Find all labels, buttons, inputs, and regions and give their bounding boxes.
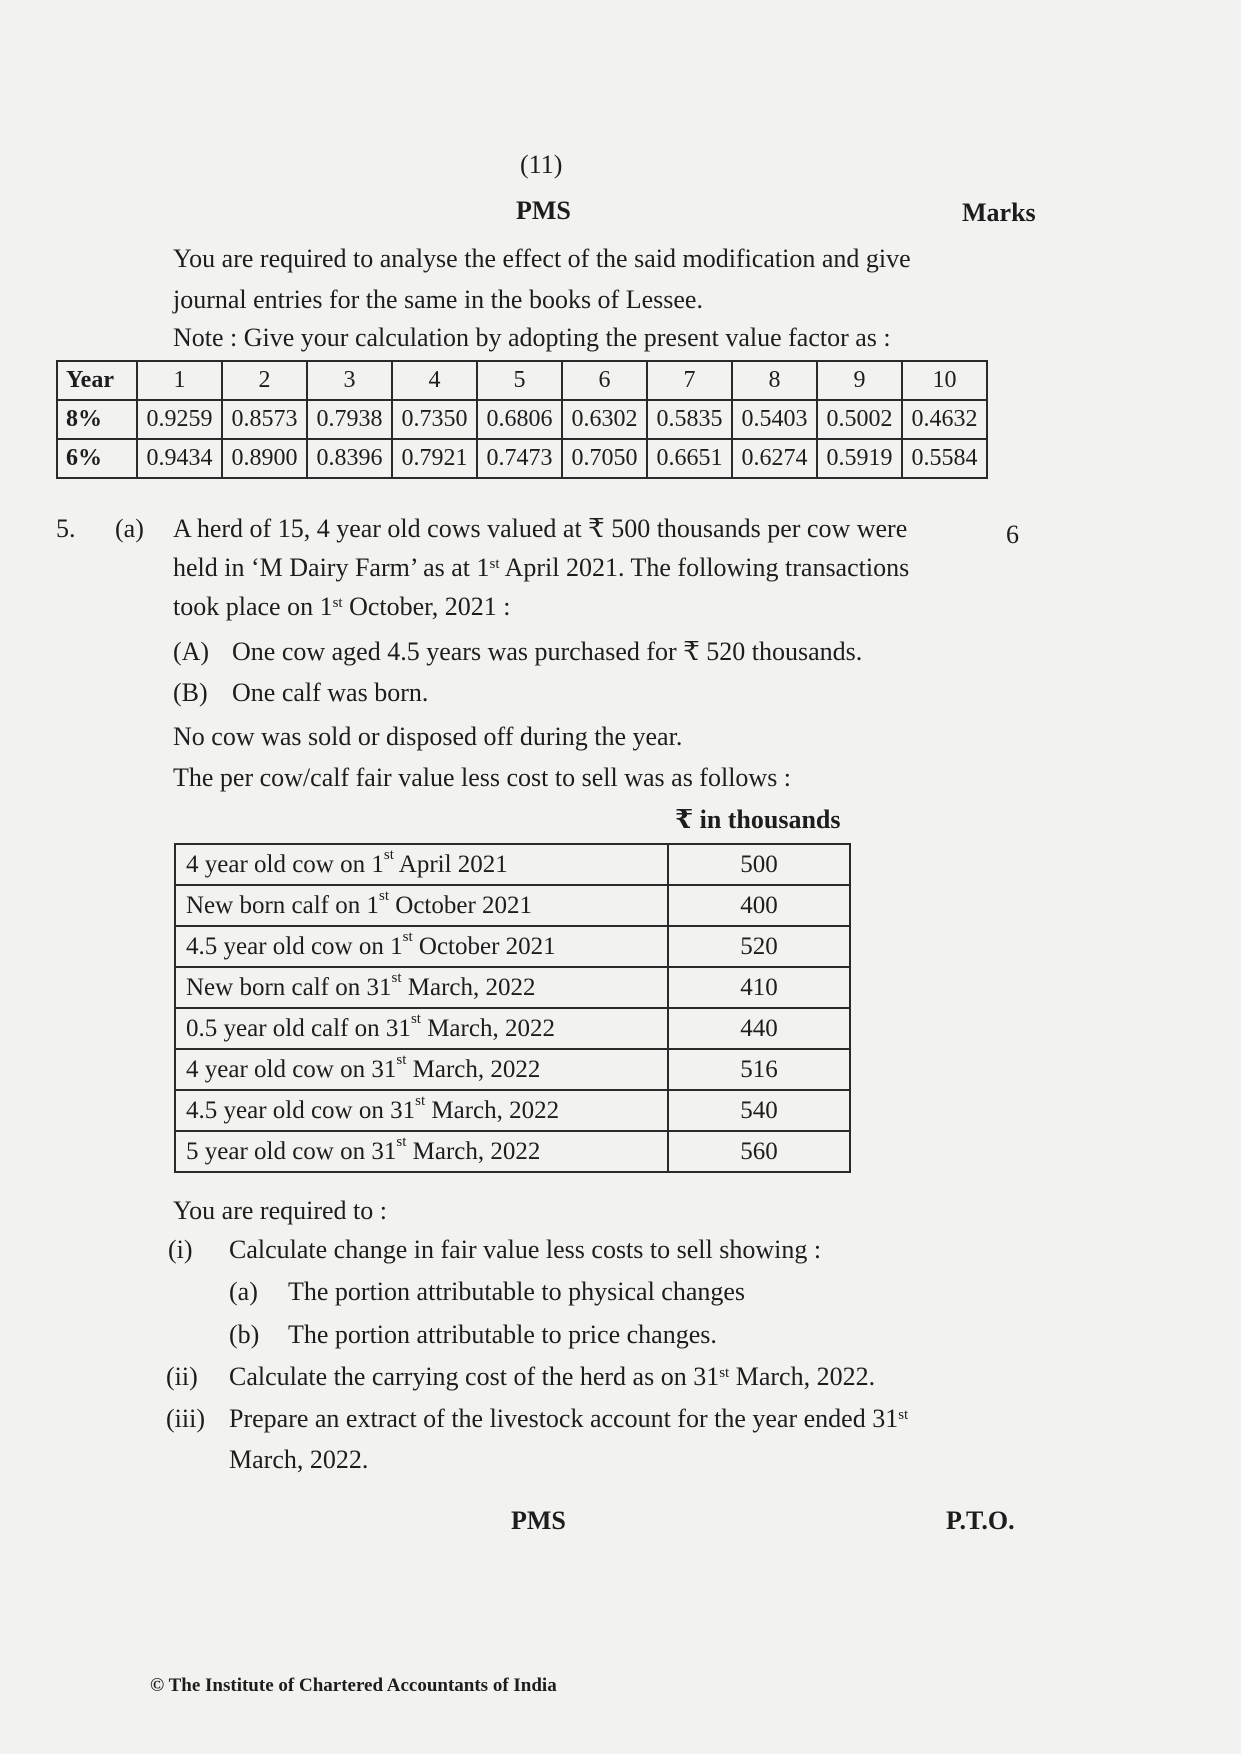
pv-cell: 0.4632 (902, 400, 987, 439)
table-row (175, 1008, 850, 1049)
fv-description: 4.5 year old cow on 1st October 2021 (175, 926, 668, 967)
pv-cell: 0.8396 (307, 439, 392, 478)
fv-value: 516 (668, 1049, 850, 1090)
pv-rate-cell: 8% (57, 400, 137, 439)
fv-description: 0.5 year old calf on 31st March, 2022 (175, 1008, 668, 1049)
item-a-text: One cow aged 4.5 years was purchased for ₹ 520 thousands. (232, 637, 863, 666)
fv-description: 4 year old cow on 31st March, 2022 (175, 1049, 668, 1090)
pv-cell: 0.9434 (137, 439, 222, 478)
item-b-label: (B) (173, 678, 208, 707)
req-i-b-label: (b) (229, 1320, 260, 1349)
req-iii-text-cont: March, 2022. (229, 1445, 369, 1474)
intro-note: Note : Give your calculation by adopting the present value factor as : (173, 323, 891, 352)
pv-cell: 0.6651 (647, 439, 732, 478)
fv-description: New born calf on 31st March, 2022 (175, 967, 668, 1008)
fair-value-table (174, 843, 851, 1173)
item-a-label: (A) (173, 637, 210, 666)
question-part: (a) (115, 514, 144, 543)
intro-line-1: You are required to analyse the effect of the said modification and give (173, 244, 911, 273)
pv-header-cell: 2 (222, 361, 307, 400)
pv-header-cell: 8 (732, 361, 817, 400)
item-b-text: One calf was born. (232, 678, 429, 707)
footer-paper-code: PMS (511, 1506, 566, 1535)
fv-value: 400 (668, 885, 850, 926)
question-line-3: took place on 1st October, 2021 : (173, 592, 511, 621)
fv-value: 500 (668, 844, 850, 885)
paper-code: PMS (516, 196, 571, 225)
marks-heading: Marks (962, 198, 1036, 227)
pv-cell: 0.5835 (647, 400, 732, 439)
fv-value: 540 (668, 1090, 850, 1131)
pv-row-6pct (57, 439, 987, 478)
intro-line-2: journal entries for the same in the books of Lessee. (173, 285, 703, 314)
pv-cell: 0.8573 (222, 400, 307, 439)
fv-value: 560 (668, 1131, 850, 1172)
pv-header-cell: 6 (562, 361, 647, 400)
req-i-text: Calculate change in fair value less costs to sell showing : (229, 1235, 822, 1264)
req-i-a-text: The portion attributable to physical changes (288, 1277, 746, 1306)
pv-factor-table (56, 360, 988, 479)
pv-cell: 0.7921 (392, 439, 477, 478)
pv-header-cell: 3 (307, 361, 392, 400)
no-sale-note: No cow was sold or disposed off during the year. (173, 722, 683, 751)
table-row (175, 967, 850, 1008)
table-row (175, 885, 850, 926)
fv-description: 5 year old cow on 31st March, 2022 (175, 1131, 668, 1172)
fv-description: 4.5 year old cow on 31st March, 2022 (175, 1090, 668, 1131)
question-line-2: held in ‘M Dairy Farm’ as at 1st April 2021. The following transactions (173, 553, 910, 582)
fv-description: New born calf on 1st October 2021 (175, 885, 668, 926)
pv-cell: 0.6274 (732, 439, 817, 478)
pv-header-cell: 10 (902, 361, 987, 400)
pv-cell: 0.9259 (137, 400, 222, 439)
question-line-1: A herd of 15, 4 year old cows valued at ₹ 500 thousands per cow were (173, 514, 908, 543)
pv-cell: 0.5919 (817, 439, 902, 478)
req-ii-text: Calculate the carrying cost of the herd as on 31st March, 2022. (229, 1362, 876, 1391)
pv-header-cell: 5 (477, 361, 562, 400)
table-row (175, 926, 850, 967)
unit-label: ₹ in thousands (675, 805, 841, 834)
copyright-notice: © The Institute of Chartered Accountants of India (150, 1675, 557, 1696)
table-row (175, 1131, 850, 1172)
pv-cell: 0.5002 (817, 400, 902, 439)
pv-cell: 0.7473 (477, 439, 562, 478)
pv-cell: 0.7050 (562, 439, 647, 478)
requirements-intro: You are required to : (173, 1196, 387, 1225)
req-i-b-text: The portion attributable to price changes. (288, 1320, 717, 1349)
fv-value: 440 (668, 1008, 850, 1049)
fv-value: 520 (668, 926, 850, 967)
pto-label: P.T.O. (946, 1506, 1015, 1535)
pv-cell: 0.6806 (477, 400, 562, 439)
pv-header-cell: 4 (392, 361, 477, 400)
question-number: 5. (56, 514, 76, 543)
pv-row-8pct (57, 400, 987, 439)
pv-header-row (57, 361, 987, 400)
table-row (175, 844, 850, 885)
question-marks: 6 (1006, 520, 1019, 549)
fv-value: 410 (668, 967, 850, 1008)
fair-value-intro: The per cow/calf fair value less cost to sell was as follows : (173, 763, 792, 792)
page-number: (11) (520, 150, 563, 179)
pv-cell: 0.7350 (392, 400, 477, 439)
table-row (175, 1090, 850, 1131)
req-i-label: (i) (168, 1235, 193, 1264)
table-row (175, 1049, 850, 1090)
pv-cell: 0.6302 (562, 400, 647, 439)
pv-cell: 0.5584 (902, 439, 987, 478)
req-iii-label: (iii) (166, 1404, 205, 1433)
pv-header-cell: Year (57, 361, 137, 400)
pv-cell: 0.8900 (222, 439, 307, 478)
req-ii-label: (ii) (166, 1362, 198, 1391)
pv-header-cell: 9 (817, 361, 902, 400)
pv-cell: 0.5403 (732, 400, 817, 439)
req-i-a-label: (a) (229, 1277, 258, 1306)
pv-cell: 0.7938 (307, 400, 392, 439)
pv-rate-cell: 6% (57, 439, 137, 478)
pv-header-cell: 7 (647, 361, 732, 400)
pv-header-cell: 1 (137, 361, 222, 400)
fv-description: 4 year old cow on 1st April 2021 (175, 844, 668, 885)
req-iii-text: Prepare an extract of the livestock account for the year ended 31st (229, 1404, 909, 1433)
